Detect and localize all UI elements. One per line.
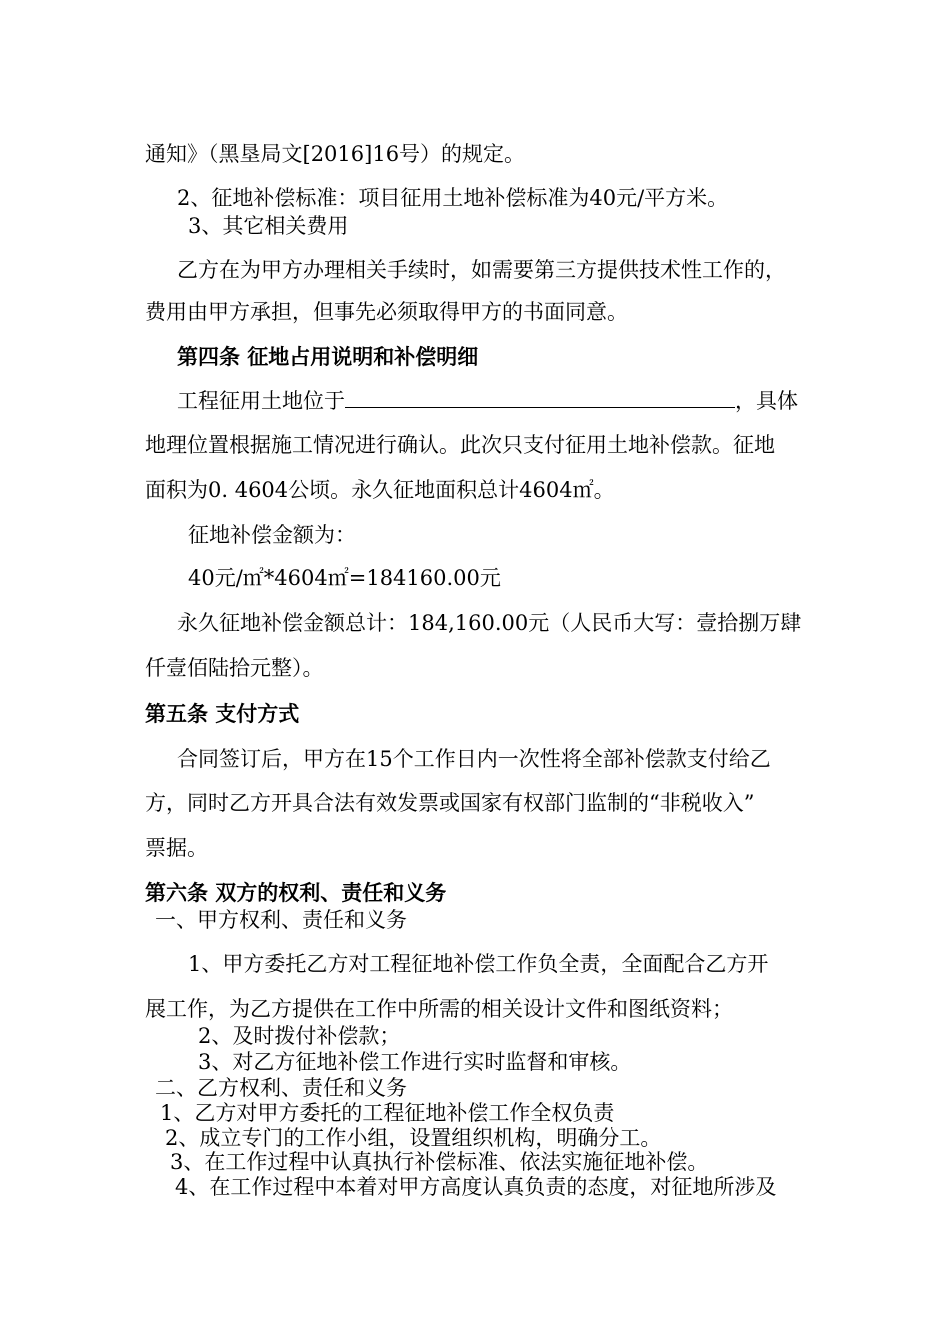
text-line: 展工作，为乙方提供在工作中所需的相关设计文件和图纸资料； [145, 997, 733, 1021]
text-line: 方，同时乙方开具合法有效发票或国家有权部门监制的“非税收入” [145, 791, 755, 815]
text-line: 征地补偿金额为： [188, 523, 356, 547]
section-heading: 第四条 征地占用说明和补偿明细 [177, 345, 479, 369]
text-line: 3、其它相关费用 [188, 214, 349, 238]
text-line: 地理位置根据施工情况进行确认。此次只支付征用土地补偿款。征地 [145, 433, 775, 457]
text-line: 合同签订后，甲方在15个工作日内一次性将全部补偿款支付给乙 [177, 747, 771, 771]
fill-in-blank-line [345, 387, 735, 408]
text-line: 面积为0. 4604公顷。永久征地面积总计4604㎡。 [145, 478, 615, 502]
text-line: 票据。 [145, 836, 208, 860]
text-line: 3、在工作过程中认真执行补偿标准、依法实施征地补偿。 [170, 1150, 709, 1174]
text-line: 2、征地补偿标准：项目征用土地补偿标准为40元/平方米。 [177, 186, 729, 210]
text-line: 永久征地补偿金额总计：184,160.00元（人民币大写：壹拾捌万肆 [177, 611, 802, 635]
text-line: 1、乙方对甲方委托的工程征地补偿工作全权负责 [160, 1101, 615, 1125]
text-fragment: ，具体 [735, 389, 798, 413]
text-line: 3、对乙方征地补偿工作进行实时监督和审核。 [198, 1050, 632, 1074]
text-line: 通知》（黑垦局文[2016]16号）的规定。 [145, 142, 526, 166]
text-line: 费用由甲方承担，但事先必须取得甲方的书面同意。 [145, 300, 628, 324]
text-line: 一、甲方权利、责任和义务 [155, 908, 407, 932]
text-line: 2、成立专门的工作小组，设置组织机构，明确分工。 [165, 1126, 662, 1150]
text-line: 4、在工作过程中本着对甲方高度认真负责的态度，对征地所涉及 [175, 1175, 777, 1199]
text-line: 40元/㎡*4604㎡=184160.00元 [188, 566, 501, 590]
text-line: 乙方在为甲方办理相关手续时，如需要第三方提供技术性工作的， [177, 258, 786, 282]
text-line: 1、甲方委托乙方对工程征地补偿工作负全责，全面配合乙方开 [188, 952, 769, 976]
text-line: 仟壹佰陆拾元整）。 [145, 656, 324, 680]
section-heading: 第五条 支付方式 [145, 702, 300, 726]
text-line: 2、及时拨付补偿款； [198, 1024, 401, 1048]
text-fragment: 工程征用土地位于 [177, 389, 345, 413]
text-line: 二、乙方权利、责任和义务 [155, 1076, 407, 1100]
section-heading: 第六条 双方的权利、责任和义务 [145, 881, 447, 905]
text-line-with-blank [177, 387, 798, 415]
